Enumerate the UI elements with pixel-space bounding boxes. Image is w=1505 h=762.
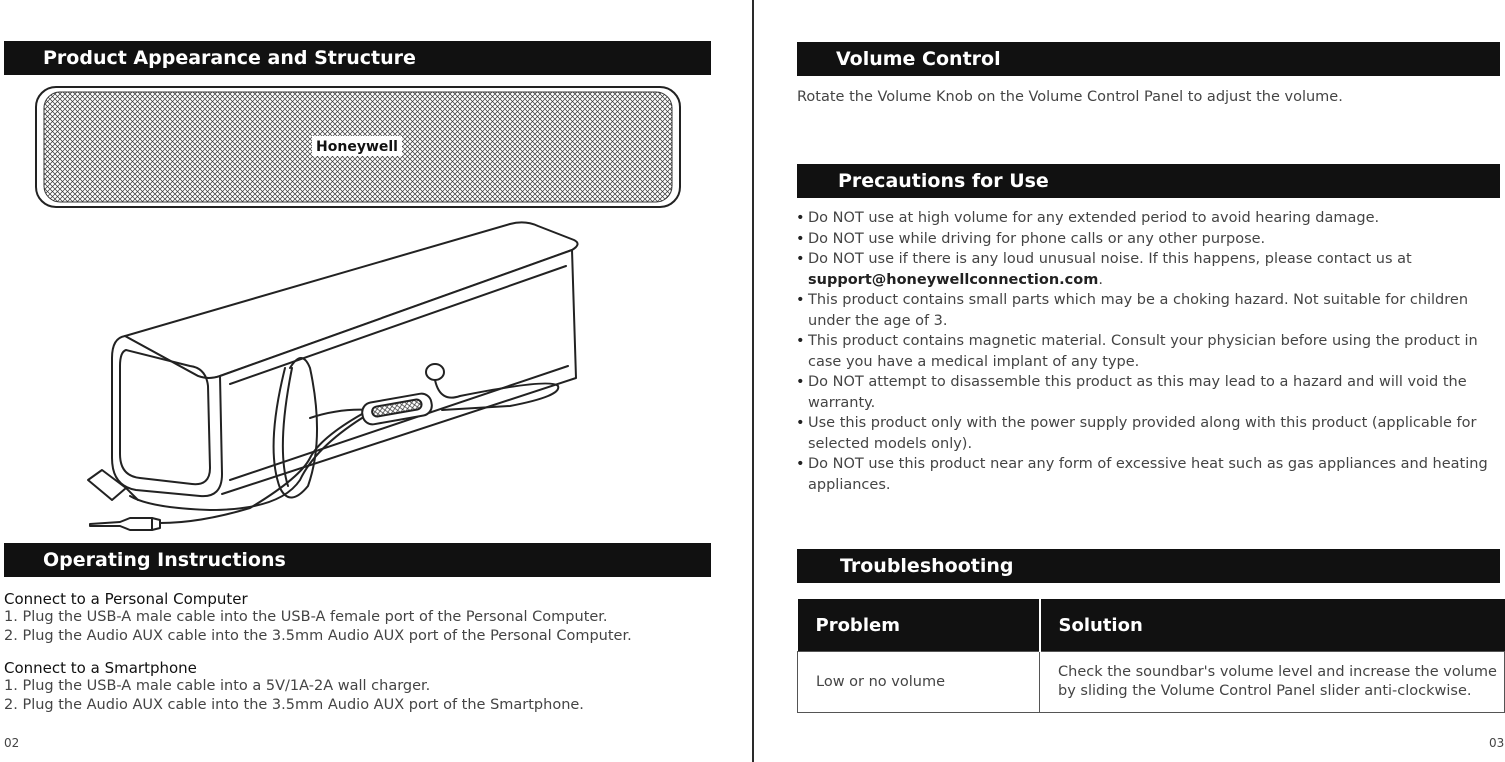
precautions-list [796,208,1496,495]
page-number-right: 03 [1489,736,1505,750]
troubleshooting-table [797,599,1505,713]
list-item: • Do NOT use if there is any loud unusual noise. If this happens, please contact us at support@honeywellconnection.com. [796,249,1496,290]
pc-step-1: 1. Plug the USB-A male cable into the USB-A female port of the Personal Computer. [4,609,608,625]
problem-column-header: Problem [798,599,1040,652]
phone-step-2: 2. Plug the Audio AUX cable into the 3.5mm Audio AUX port of the Smartphone. [4,697,584,713]
list-item: • This product contains magnetic material. Consult your physician before using the product in case you have a medical implant of any type. [796,331,1496,372]
phone-connection-heading: Connect to a Smartphone [4,659,197,677]
page-divider [752,0,754,762]
appearance-section-header [4,41,711,75]
operating-title: Operating Instructions [43,549,286,571]
list-item: • This product contains small parts which may be a choking hazard. Not suitable for children under the age of 3. [796,290,1496,331]
brand-logo: Honeywell [316,139,398,155]
troubleshooting-title: Troubleshooting [840,555,1014,577]
operating-section-header [4,543,711,577]
pc-step-2: 2. Plug the Audio AUX cable into the 3.5mm Audio AUX port of the Personal Computer. [4,628,632,644]
list-item: • Do NOT use at high volume for any extended period to avoid hearing damage. [796,208,1496,229]
list-item: • Do NOT attempt to disassemble this product as this may lead to a hazard and will void the warranty. [796,372,1496,413]
solution-cell: Check the soundbar's volume level and increase the volume by sliding the Volume Control Panel slider anti-clockwise. [1040,652,1505,713]
pc-connection-heading: Connect to a Personal Computer [4,590,248,608]
soundbar-perspective-illustration [80,218,600,538]
precautions-title: Precautions for Use [838,170,1049,192]
problem-cell: Low or no volume [798,652,1040,713]
page-number-left: 02 [4,736,20,750]
list-item: • Use this product only with the power supply provided along with this product (applicable for selected models only). [796,413,1496,454]
table-row [798,652,1505,713]
phone-step-1: 1. Plug the USB-A male cable into a 5V/1A-2A wall charger. [4,678,431,694]
volume-section-header [797,42,1500,76]
list-item: • Do NOT use this product near any form of excessive heat such as gas appliances and heating appliances. [796,454,1496,495]
list-item: • Do NOT use while driving for phone calls or any other purpose. [796,229,1496,250]
precautions-section-header [797,164,1500,198]
volume-instruction: Rotate the Volume Knob on the Volume Control Panel to adjust the volume. [797,89,1343,105]
troubleshooting-section-header [797,549,1500,583]
volume-title: Volume Control [836,48,1001,70]
appearance-title: Product Appearance and Structure [43,47,416,69]
soundbar-front-illustration [30,84,690,214]
support-email: support@honeywellconnection.com [808,271,1099,288]
left-page [0,0,752,762]
solution-column-header: Solution [1040,599,1505,652]
